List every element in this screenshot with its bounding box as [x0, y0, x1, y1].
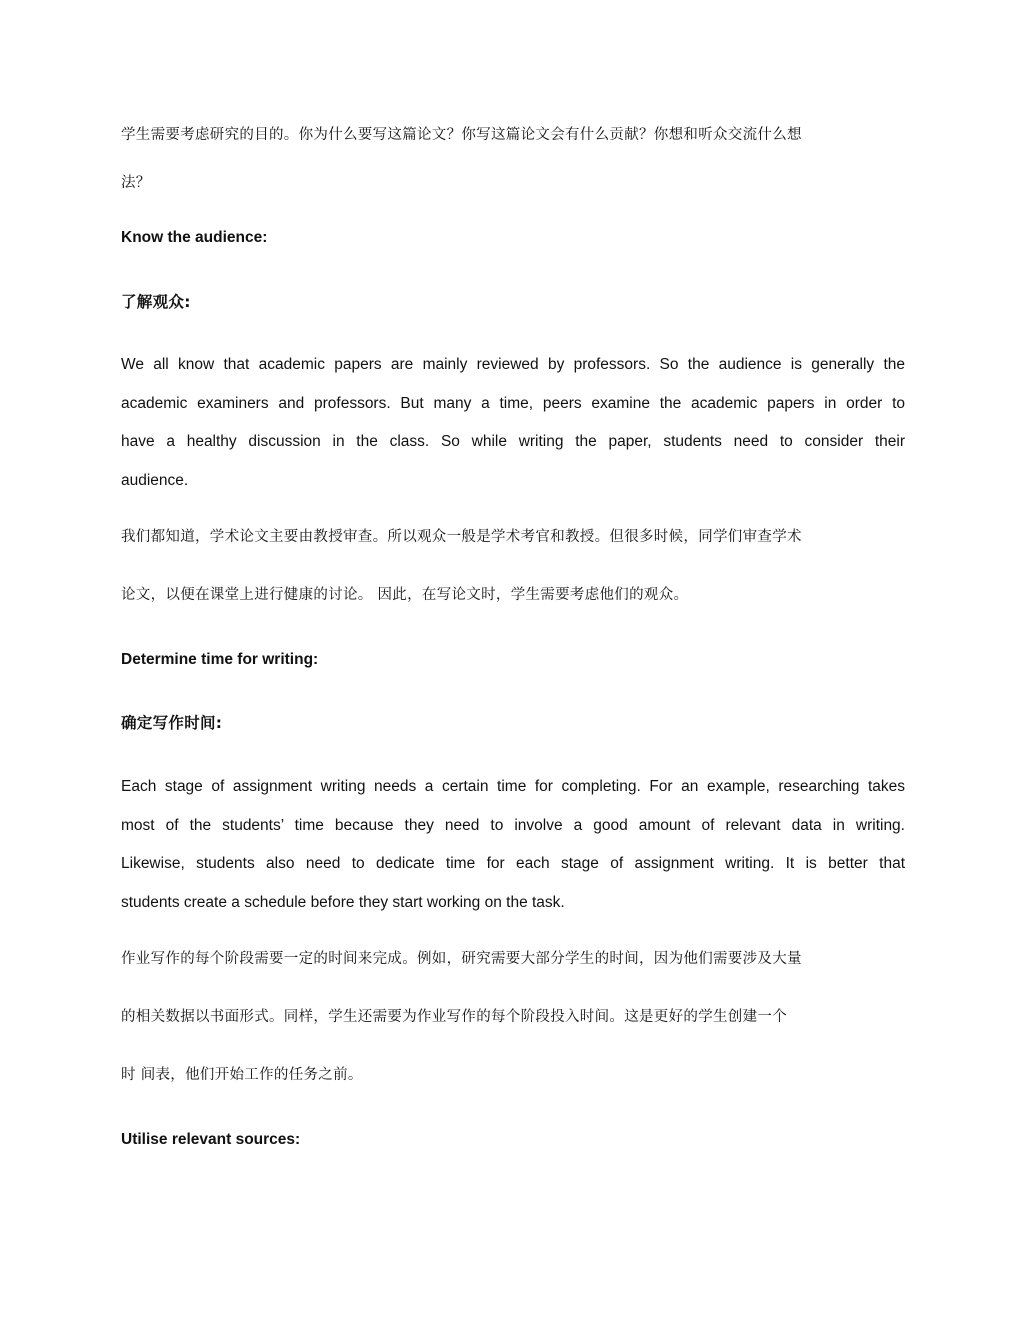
paragraph-cn-line: 作业写作的每个阶段需要一定的时间来完成。例如，研究需要大部分学生的时间，因为他们需要涉及大量 [121, 951, 802, 967]
intro-cn-line-1: 学生需要考虑研究的目的。你为什么要写这篇论文？你写这篇论文会有什么贡献？你想和听众交流什么想 [121, 127, 802, 143]
section-heading-know-audience-cn: 了解观众: [121, 293, 191, 311]
paragraph-en-line: students create a schedule before they start working on the task. [121, 894, 565, 911]
paragraph-en-line: We all know that academic papers are mainly reviewed by professors. So the audience is generally the [121, 356, 905, 373]
paragraph-en-line: Each stage of assignment writing needs a certain time for completing. For an example, researching takes [121, 778, 905, 795]
paragraph-cn-line: 论文，以便在课堂上进行健康的讨论。 因此，在写论文时，学生需要考虑他们的观众。 [121, 587, 689, 603]
paragraph-en-line: audience. [121, 472, 189, 489]
paragraph-en-line: most of the students’ time because they need to involve a good amount of relevant data in writing. [121, 817, 905, 834]
section-heading-determine-time-cn: 确定写作时间: [121, 714, 223, 732]
paragraph-cn-line: 的相关数据以书面形式。同样，学生还需要为作业写作的每个阶段投入时间。这是更好的学生创建一个 [121, 1009, 787, 1025]
section-heading-determine-time: Determine time for writing: [121, 651, 319, 668]
paragraph-en-line: Likewise, students also need to dedicate time for each stage of assignment writing. It is better that [121, 855, 905, 872]
section-heading-know-audience: Know the audience: [121, 229, 268, 246]
paragraph-en-line: have a healthy discussion in the class. So while writing the paper, students need to consider their [121, 433, 905, 450]
intro-cn-line-2: 法？ [121, 175, 151, 191]
paragraph-cn-line: 时 间表，他们开始工作的任务之前。 [121, 1067, 363, 1083]
section-heading-utilise-sources: Utilise relevant sources: [121, 1131, 301, 1148]
paragraph-en-line: academic examiners and professors. But many a time, peers examine the academic papers in order to [121, 395, 905, 412]
paragraph-cn-line: 我们都知道，学术论文主要由教授审查。所以观众一般是学术考官和教授。但很多时候，同学们审查学术 [121, 529, 802, 545]
